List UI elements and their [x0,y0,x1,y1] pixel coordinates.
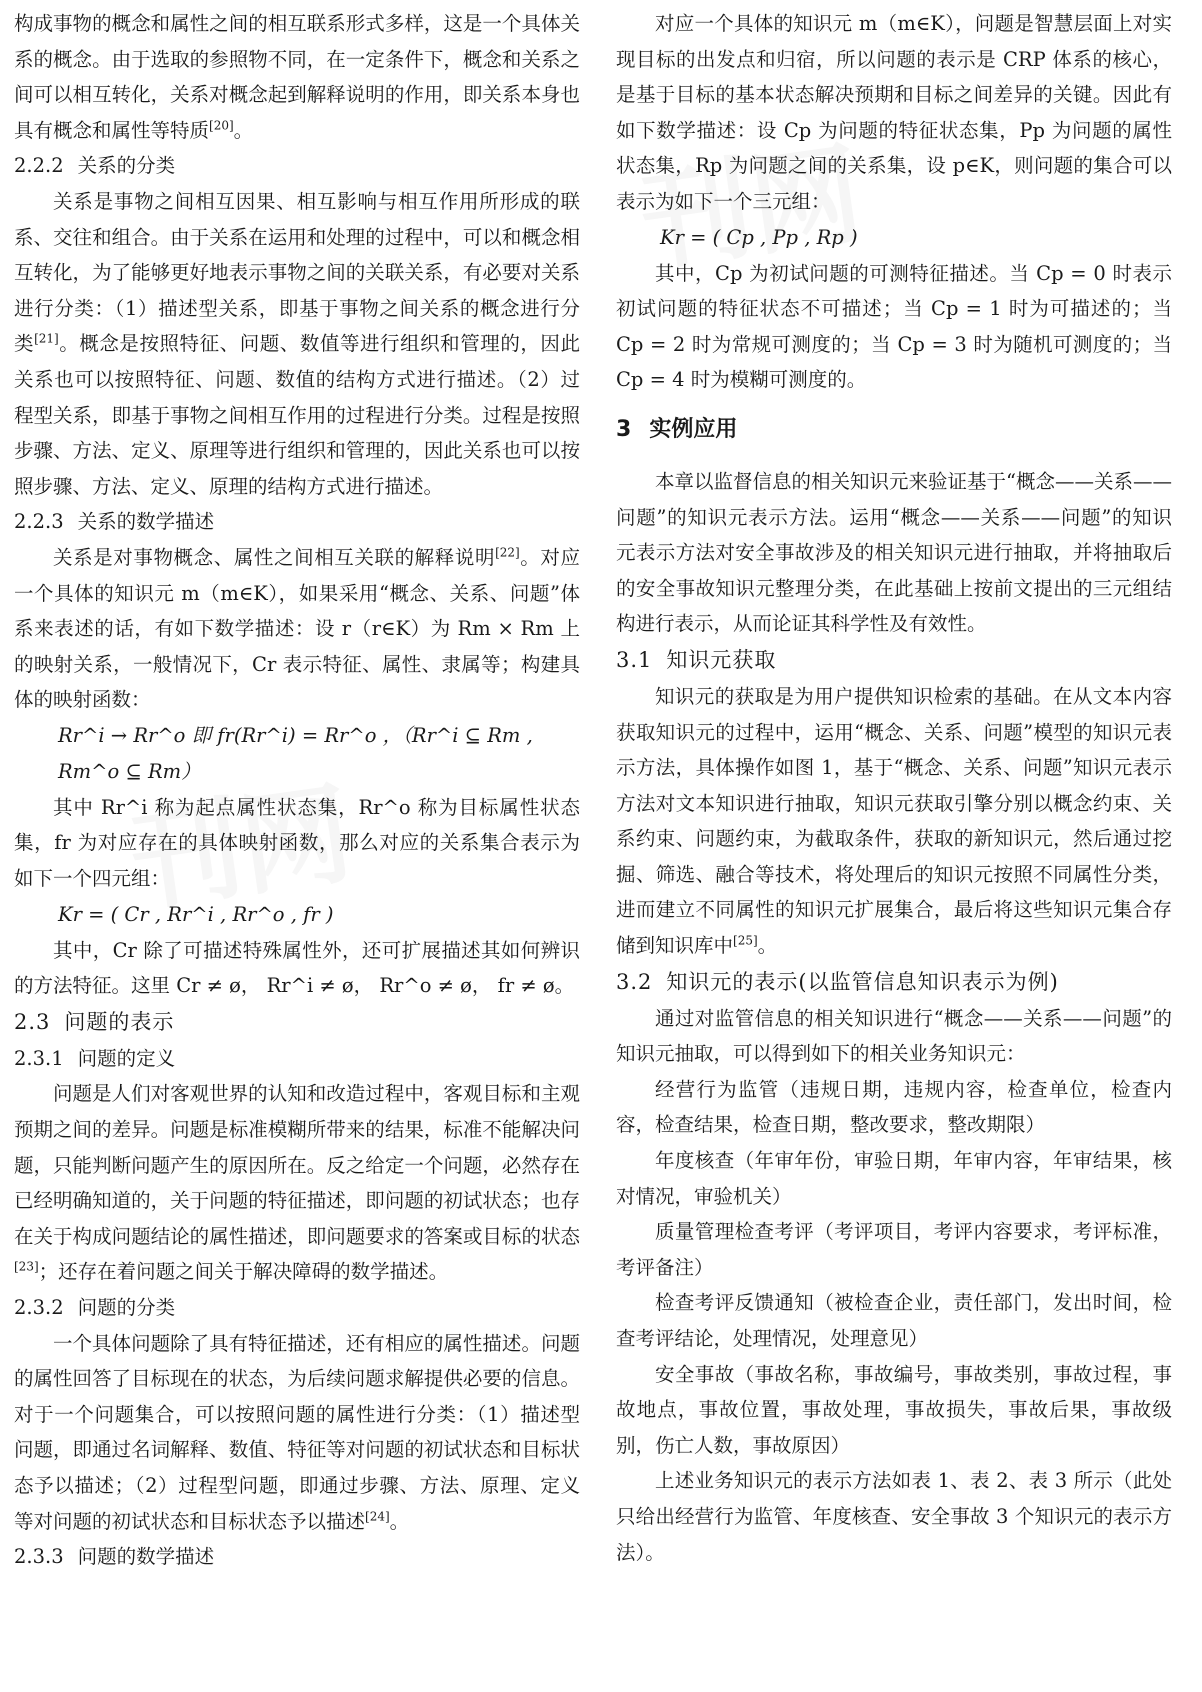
paragraph: 一个具体问题除了具有特征描述，还有相应的属性描述。问题的属性回答了目标现在的状态，为后续问题求解提供必要的信息。对于一个问题集合，可以按照问题的属性进行分类：（1）描述型问题，即通过名词解释、数值、特征等对问题的初试状态和目标状态予以描述；（2）过程型问题，即通过步骤、方法、原理、定义等对问题的初试状态和目标状态予以描述[24]。 [14,1331,580,1533]
paragraph: 其中 Rr^i 称为起点属性状态集，Rr^o 称为目标属性状态集，fr 为对应存在的具体映射函数，那么对应的关系集合表示为如下一个四元组： [14,795,580,891]
section-heading-3-2: 3.2 知识元的表示(以监管信息知识表示为例) [616,969,1059,994]
paragraph: 关系是对事物概念、属性之间相互关联的解释说明[22]。对应一个具体的知识元 m（m∈K），如果采用“概念、关系、问题”体系来表述的话，有如下数学描述：设 r（r∈K）为 Rm × Rm 上的映射关系，一般情况下，Cr 表示特征、属性、隶属等；构建具体的映射函数： [14,545,580,712]
paragraph: 问题是人们对客观世界的认知和改造过程中，客观目标和主观预期之间的差异。问题是标准模糊所带来的结果，标准不能解决问题，只能判断问题产生的原因所在。反之给定一个问题，必然存在已经明确知道的，关于问题的特征描述，即问题的初试状态；也存在关于构成问题结论的属性描述，即问题要求的答案或目标的状态[23]；还存在着问题之间关于解决障碍的数学描述。 [14,1082,580,1284]
section-heading-2-3-2: 2.3.2 问题的分类 [14,1296,176,1319]
citation: [21] [34,331,59,346]
citation: [20] [209,118,234,133]
paragraph: 其中，Cr 除了可描述特殊属性外，还可扩展描述其如何辨识的方法特征。这里 Cr ≠ ø， Rr^i ≠ ø， Rr^o ≠ ø， fr ≠ ø。 [14,938,580,998]
paragraph: 对应一个具体的知识元 m（m∈K），问题是智慧层面上对实现目标的出发点和归宿，所以问题的表示是 CRP 体系的核心，是基于目标的基本状态解决预期和目标之间差异的关键。因此有如下数学描述：设 Cp 为问题的特征状态集，Pp 为问题的属性状态集，Rp 为问题之间的关系集，设 p∈K，则问题的集合可以表示为如下一个三元组： [616,12,1172,213]
knowledge-element-item: 质量管理检查考评（考评项目，考评内容要求，考评标准，考评备注） [616,1220,1172,1279]
section-heading-3: 3 实例应用 [616,416,738,442]
knowledge-element-item: 安全事故（事故名称，事故编号，事故类别，事故过程，事故地点，事故位置，事故处理，事故损失，事故后果，事故级别，伤亡人数，事故原因） [616,1362,1172,1457]
paragraph: 构成事物的概念和属性之间的相互联系形式多样，这是一个具体关系的概念。由于选取的参照物不同，在一定条件下，概念和关系之间可以相互转化，关系对概念起到解释说明的作用，即关系本身也具有概念和属性等特质[20]。 [14,12,580,142]
citation: [25] [733,933,758,948]
paragraph: 本章以监督信息的相关知识元来验证基于“概念——关系——问题”的知识元表示方法。运用“概念——关系——问题”的知识元表示方法对安全事故涉及的相关知识元进行抽取，并将抽取后的安全事故知识元整理分类，在此基础上按前文提出的三元组结构进行表示，从而论证其科学性及有效性。 [616,469,1172,636]
section-heading-3-1: 3.1 知识元获取 [616,647,777,672]
citation: [23] [14,1259,39,1274]
paragraph: 知识元的获取是为用户提供知识检索的基础。在从文本内容获取知识元的过程中，运用“概念、关系、问题”模型的知识元表示方法，具体操作如图 1，基于“概念、关系、问题”知识元表示方法对文本知识进行抽取，知识元获取引擎分别以概念约束、关系约束、问题约束，为截取条件，获取的新知识元，然后通过挖掘、筛选、融合等技术，将处理后的知识元按照不同属性分类，进而建立不同属性的知识元扩展集合，最后将这些知识元集合存储到知识库中[25]。 [616,684,1172,958]
citation: [22] [495,545,520,560]
section-heading-2-3: 2.3 问题的表示 [14,1009,175,1034]
formula-triple: Kr = ( Cp , Pp , Rp ) [660,225,858,249]
formula-mapping: Rr^i → Rr^o 即 fr(Rr^i) = Rr^o ，（Rr^i ⊆ Rm , Rm^o ⊆ Rm） [58,723,533,783]
left-column [14,6,580,1684]
knowledge-element-item: 经营行为监管（违规日期，违规内容，检查单位，检查内容，检查结果，检查日期，整改要求，整改期限） [616,1077,1172,1137]
paragraph: 上述业务知识元的表示方法如表 1、表 2、表 3 所示（此处只给出经营行为监管、年度核查、安全事故 3 个知识元的表示方法）。 [616,1469,1172,1564]
section-heading-2-3-3: 2.3.3 问题的数学描述 [14,1545,215,1569]
paragraph: 通过对监管信息的相关知识进行“概念——关系——问题”的知识元抽取，可以得到如下的相关业务知识元： [616,1006,1172,1066]
section-heading-2-2-2: 2.2.2 关系的分类 [14,154,176,178]
citation: [24] [365,1509,390,1524]
section-heading-2-2-3: 2.2.3 关系的数学描述 [14,510,215,534]
paragraph: 其中，Cp 为初试问题的可测特征描述。当 Cp = 0 时表示初试问题的特征状态不可描述；当 Cp = 1 时为可描述的；当 Cp = 2 时为常规可测度的；当 Cp = 3 时为随机可测度的；当 Cp = 4 时为模糊可测度的。 [616,261,1172,392]
knowledge-element-item: 年度核查（年审年份，审验日期，年审内容，年审结果，核对情况，审验机关） [616,1149,1172,1208]
paragraph: 关系是事物之间相互因果、相互影响与相互作用所形成的联系、交往和组合。由于关系在运用和处理的过程中，可以和概念相互转化，为了能够更好地表示事物之间的关联关系，有必要对关系进行分类：（1）描述型关系，即基于事物之间关系的概念进行分类[21]。概念是按照特征、问题、数值等进行组织和管理的，因此关系也可以按照特征、问题、数值的结构方式进行描述。（2）过程型关系，即基于事物之间相互作用的过程进行分类。过程是按照步骤、方法、定义、原理等进行组织和管理的，因此关系也可以按照步骤、方法、定义、原理的结构方式进行描述。 [14,189,580,498]
right-column [616,6,1172,1684]
section-heading-2-3-1: 2.3.1 问题的定义 [14,1046,176,1070]
knowledge-element-item: 检查考评反馈通知（被检查企业，责任部门，发出时间，检查考评结论，处理情况，处理意见） [616,1291,1172,1350]
formula-quadruple: Kr = ( Cr , Rr^i , Rr^o , fr ) [58,902,334,926]
